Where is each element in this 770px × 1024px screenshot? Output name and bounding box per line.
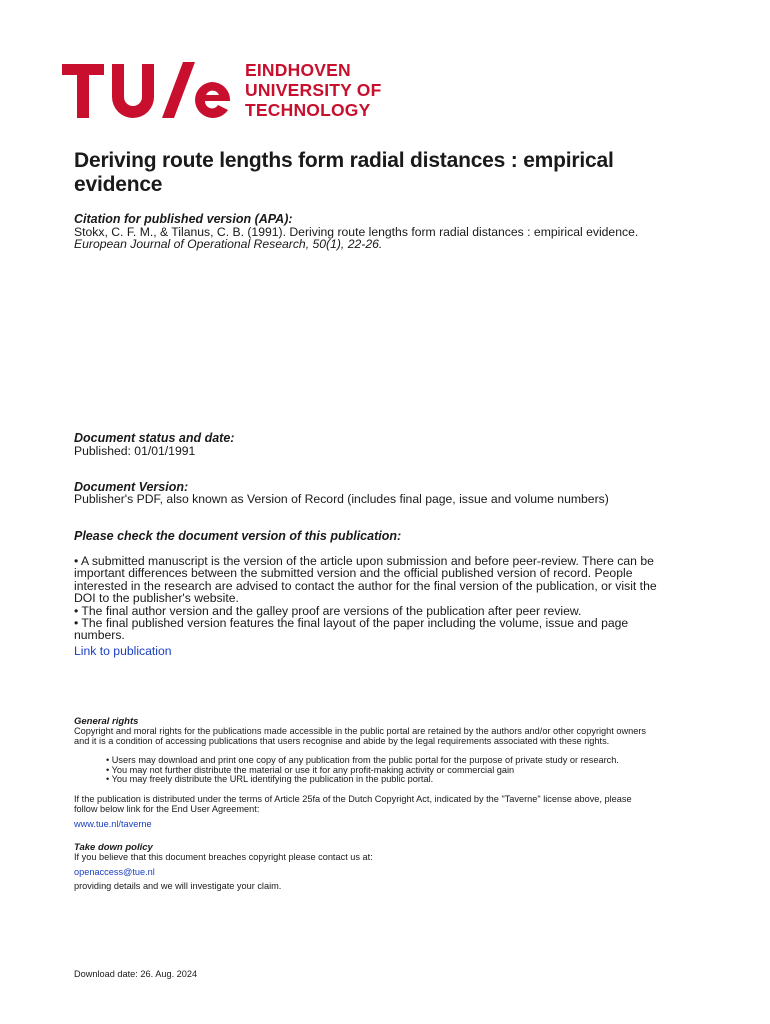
takedown-details: providing details and we will investigate your claim.	[74, 881, 282, 891]
status-value: Published: 01/01/1991	[74, 444, 196, 458]
logo-line-university: UNIVERSITY OF	[245, 80, 382, 100]
takedown-label: Take down policy	[74, 842, 153, 853]
general-rights-label: General rights	[74, 716, 139, 727]
tue-logo-mark	[62, 58, 237, 128]
title-line-1: Deriving route lengths form radial distances : empirical	[74, 149, 614, 172]
check-version-list	[74, 555, 704, 642]
general-rights-text	[74, 727, 646, 746]
rights-bullet: • Users may download and print one copy of any publication from the public portal for the purpose of private study or research.	[106, 755, 619, 765]
link-to-publication[interactable]: Link to publication	[74, 644, 172, 658]
logo-line-eindhoven: EINDHOVEN	[245, 60, 351, 80]
check-line: • A submitted manuscript is the version of the article upon submission and before peer-review. There can be	[74, 554, 654, 568]
version-label: Document Version:	[74, 480, 189, 494]
tue-logo	[62, 58, 392, 128]
document-title	[74, 149, 714, 197]
rights-bullet: • You may freely distribute the URL identifying the publication in the public portal.	[106, 774, 434, 785]
check-line: important differences between the submitted version and the official published version of record. People	[74, 566, 633, 581]
status-label: Document status and date:	[74, 431, 235, 445]
download-date: Download date: 26. Aug. 2024	[74, 969, 198, 979]
rights-bullet: • You may not further distribute the material or use it for any profit-making activity or commercial gain	[106, 764, 515, 775]
article-25fa-text	[74, 795, 632, 814]
citation-text: Stokx, C. F. M., & Tilanus, C. B. (1991). Deriving route lengths form radial distances : empirical evidence.	[74, 225, 639, 239]
article-line: follow below link for the End User Agreement:	[74, 803, 260, 814]
citation-journal: European Journal of Operational Research, 50(1), 22-26.	[74, 237, 383, 251]
title-line-2: evidence	[74, 173, 163, 196]
openaccess-email-link[interactable]: openaccess@tue.nl	[74, 867, 155, 877]
check-line: interested in the research are advised to contact the author for the final version of the publication, or visit the	[74, 578, 657, 593]
article-line: If the publication is distributed under the terms of Article 25fa of the Dutch Copyright Act, indicated by the "Taverne" license above, please	[74, 794, 632, 804]
takedown-text: If you believe that this document breaches copyright please contact us at:	[74, 852, 373, 862]
version-value: Publisher's PDF, also known as Version of Record (includes final page, issue and volume numbers)	[74, 492, 609, 506]
check-line: DOI to the publisher's website.	[74, 591, 239, 606]
citation-label: Citation for published version (APA):	[74, 212, 293, 226]
rights-line: and it is a condition of accessing publications that users recognise and abide by the legal requirements associated with these rights.	[74, 735, 610, 746]
rights-bullet-list	[106, 756, 619, 785]
logo-line-technology: TECHNOLOGY	[245, 100, 371, 120]
check-line: • The final published version features the final layout of the paper including the volume, issue and page	[74, 616, 629, 631]
check-line: numbers.	[74, 628, 125, 643]
rights-line: Copyright and moral rights for the publications made accessible in the public portal are retained by the authors and/or other copyright owners	[74, 726, 646, 736]
check-line: • The final author version and the galley proof are versions of the publication after peer review.	[74, 603, 582, 618]
taverne-link[interactable]: www.tue.nl/taverne	[74, 819, 152, 829]
check-version-label: Please check the document version of this publication:	[74, 529, 402, 543]
